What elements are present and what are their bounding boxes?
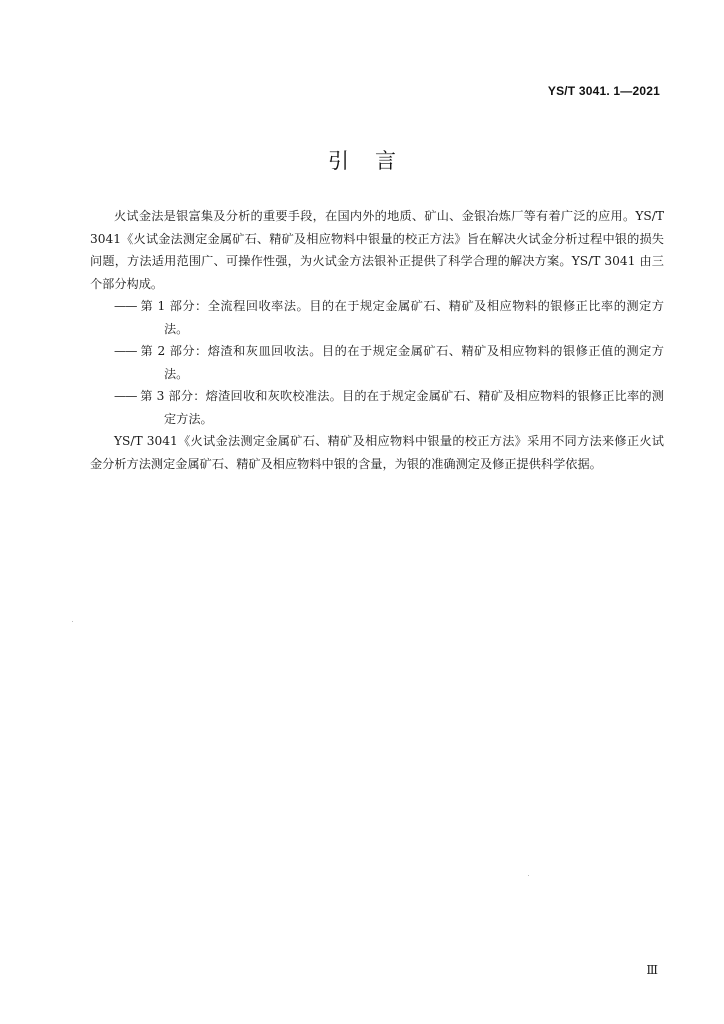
page-number: Ⅲ: [646, 963, 658, 977]
list-item-part-2: [114, 340, 664, 385]
body-text: [90, 205, 664, 475]
section-title: 引言: [328, 149, 422, 173]
list-item-part-1: [114, 295, 664, 340]
list-item-text: 第 3 部分：熔渣回收和灰吹校准法。目的在于规定金属矿石、精矿及相应物料的银修正比率的测定方法。: [140, 389, 664, 426]
list-item-part-3: [114, 385, 664, 430]
intro-paragraph: 火试金法是银富集及分析的重要手段，在国内外的地质、矿山、金银冶炼厂等有着广泛的应用。YS/T 3041《火试金法测定金属矿石、精矿及相应物料中银量的校正方法》旨在解决火试金分析过程中银的损失问题，方法适用范围广、可操作性强，为火试金方法银补正提供了科学合理的解决方案。YS/T 3041 由三个部分构成。: [90, 209, 664, 291]
closing-paragraph: YS/T 3041《火试金法测定金属矿石、精矿及相应物料中银量的校正方法》采用不同方法来修正火试金分析方法测定金属矿石、精矿及相应物料中银的含量，为银的准确测定及修正提供科学依据。: [90, 434, 664, 471]
list-dash: ——: [114, 344, 137, 358]
scan-speck: [528, 875, 529, 876]
list-item-text: 第 2 部分：熔渣和灰皿回收法。目的在于规定金属矿石、精矿及相应物料的银修正值的测定方法。: [140, 344, 664, 381]
scan-speck: [72, 621, 73, 622]
list-dash: ——: [114, 299, 137, 313]
list-dash: ——: [114, 389, 137, 403]
document-code: YS/T 3041. 1—2021: [547, 84, 660, 98]
list-item-text: 第 1 部分：全流程回收率法。目的在于规定金属矿石、精矿及相应物料的银修正比率的测定方法。: [140, 299, 664, 336]
